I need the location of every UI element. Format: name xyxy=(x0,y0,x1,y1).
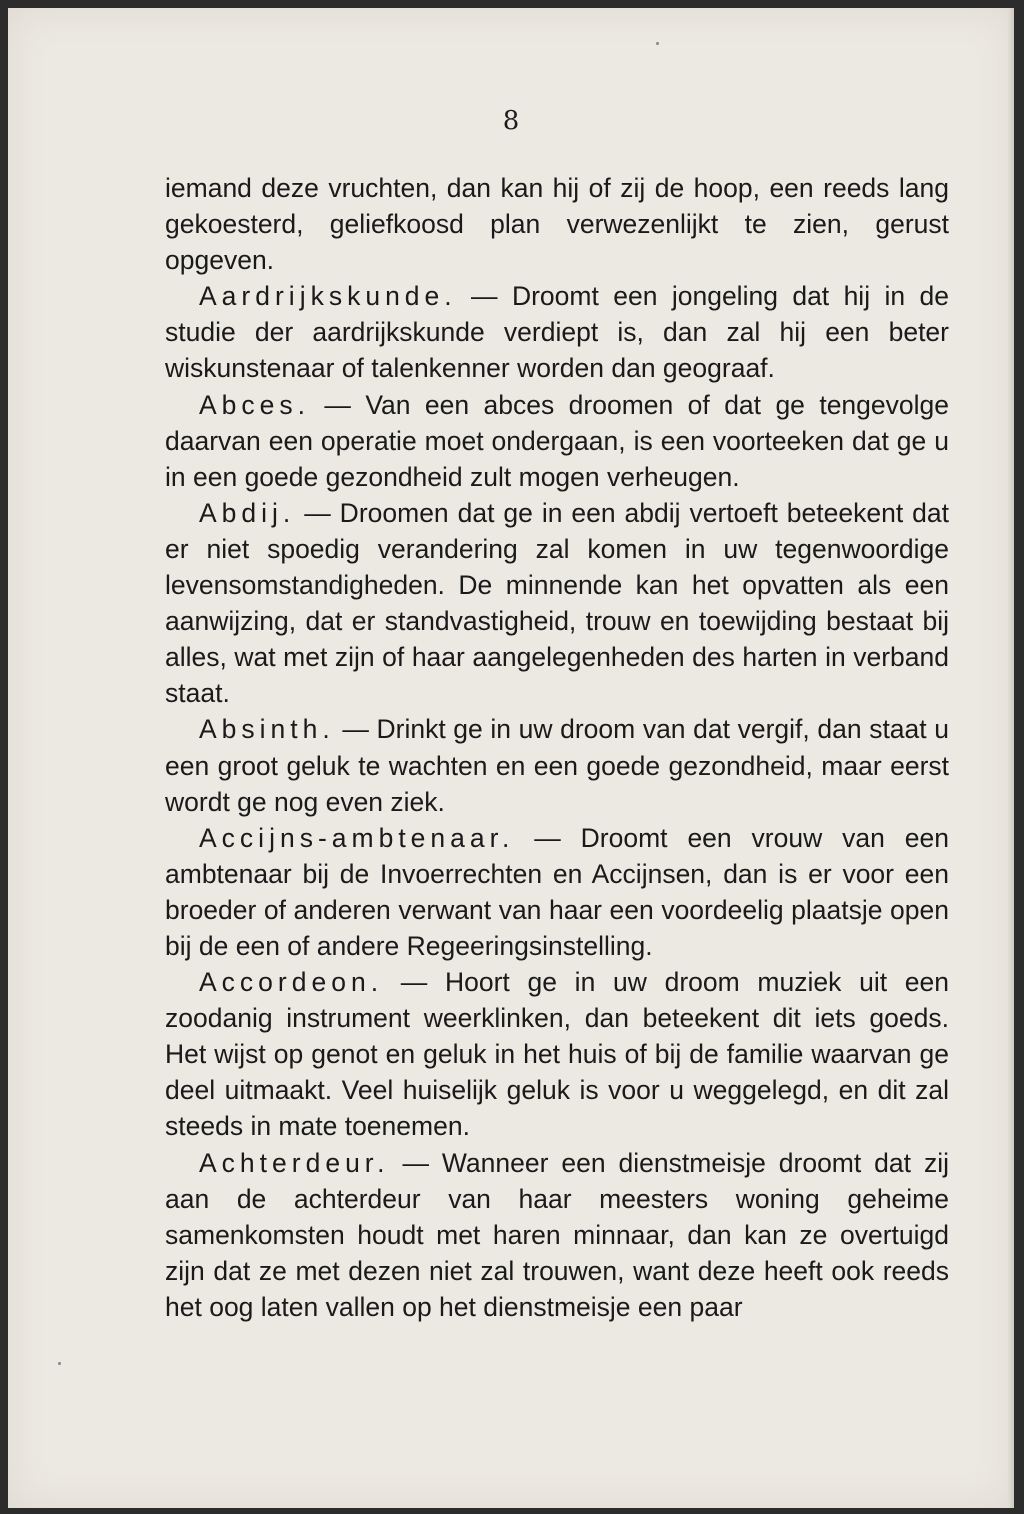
entry-term: Achterdeur. xyxy=(199,1147,390,1178)
paragraph-continuation xyxy=(165,170,949,278)
entry-term: Aardrijkskunde. xyxy=(199,281,457,312)
entry-term: Accijns-ambtenaar. xyxy=(199,822,515,853)
entry-abdij xyxy=(165,495,949,712)
entry-absinth xyxy=(165,711,949,819)
entry-achterdeur xyxy=(165,1145,949,1325)
entry-term: Abdij. xyxy=(199,497,296,528)
entry-term: Absinth. xyxy=(199,714,335,745)
entry-text: — Droomt een vrouw van een ambtenaar bij de Invoerrechten en Accijnsen, dan is er voor een broeder of anderen verwant van haar een voordeelig plaatsje open bij de een of andere Regeeringsinstelling. xyxy=(165,822,949,961)
book-page xyxy=(8,8,1014,1508)
entry-text: — Droomen dat ge in een abdij vertoeft beteekent dat er niet spoedig verandering zal komen in uw tegenwoordige levensomstandigheden. De minnende kan het opvatten als een aanwijzing, dat er standvastigheid, trouw en toewijding bestaat bij alles, wat met zijn of haar aangelegenheden des harten in verband staat. xyxy=(165,497,949,709)
body-text xyxy=(165,170,949,1325)
entry-text: — Drinkt ge in uw droom van dat vergif, dan staat u een groot geluk te wachten en een goede gezondheid, maar eerst wordt ge nog even ziek. xyxy=(165,714,949,817)
entry-abces xyxy=(165,387,949,495)
entry-aardrijkskunde xyxy=(165,278,949,386)
paragraph-text: iemand deze vruchten, dan kan hij of zij de hoop, een reeds lang gekoesterd, geliefkoosd plan verwezenlijkt te zien, gerust opgeven. xyxy=(165,173,949,276)
entry-accordeon xyxy=(165,964,949,1144)
entry-text: — Droomt een jongeling dat hij in de studie der aardrijkskunde verdiept is, dan zal hij een beter wiskunstenaar of talenkenner worden dan geograaf. xyxy=(165,281,949,384)
entry-text: — Van een abces droomen of dat ge tengevolge daarvan een operatie moet ondergaan, is een voorteeken dat ge u in een goede gezondheid zult mogen verheugen. xyxy=(165,389,949,492)
page-number: 8 xyxy=(502,106,520,136)
speck xyxy=(58,1362,61,1365)
entry-term: Accordeon. xyxy=(199,967,384,998)
page-edge xyxy=(1008,8,1014,1508)
entry-text: — Hoort ge in uw droom muziek uit een zoodanig instrument weerklinken, dan beteekent dit iets goeds. Het wijst op genot en geluk in het huis of bij de familie waarvan ge deel uitmaakt. Veel huiselijk geluk is voor u weggelegd, en dit zal steeds in mate toenemen. xyxy=(165,967,949,1142)
entry-text: — Wanneer een dienstmeisje droomt dat zij aan de achterdeur van haar meesters woning geheime samenkomsten houdt met haren minnaar, dan kan ze overtuigd zijn dat ze met dezen niet zal trouwen, want deze heeft ook reeds het oog laten vallen op het dienstmeisje een paar xyxy=(165,1147,949,1322)
entry-accijns-ambtenaar xyxy=(165,820,949,964)
entry-term: Abces. xyxy=(199,389,311,420)
speck xyxy=(656,42,659,45)
